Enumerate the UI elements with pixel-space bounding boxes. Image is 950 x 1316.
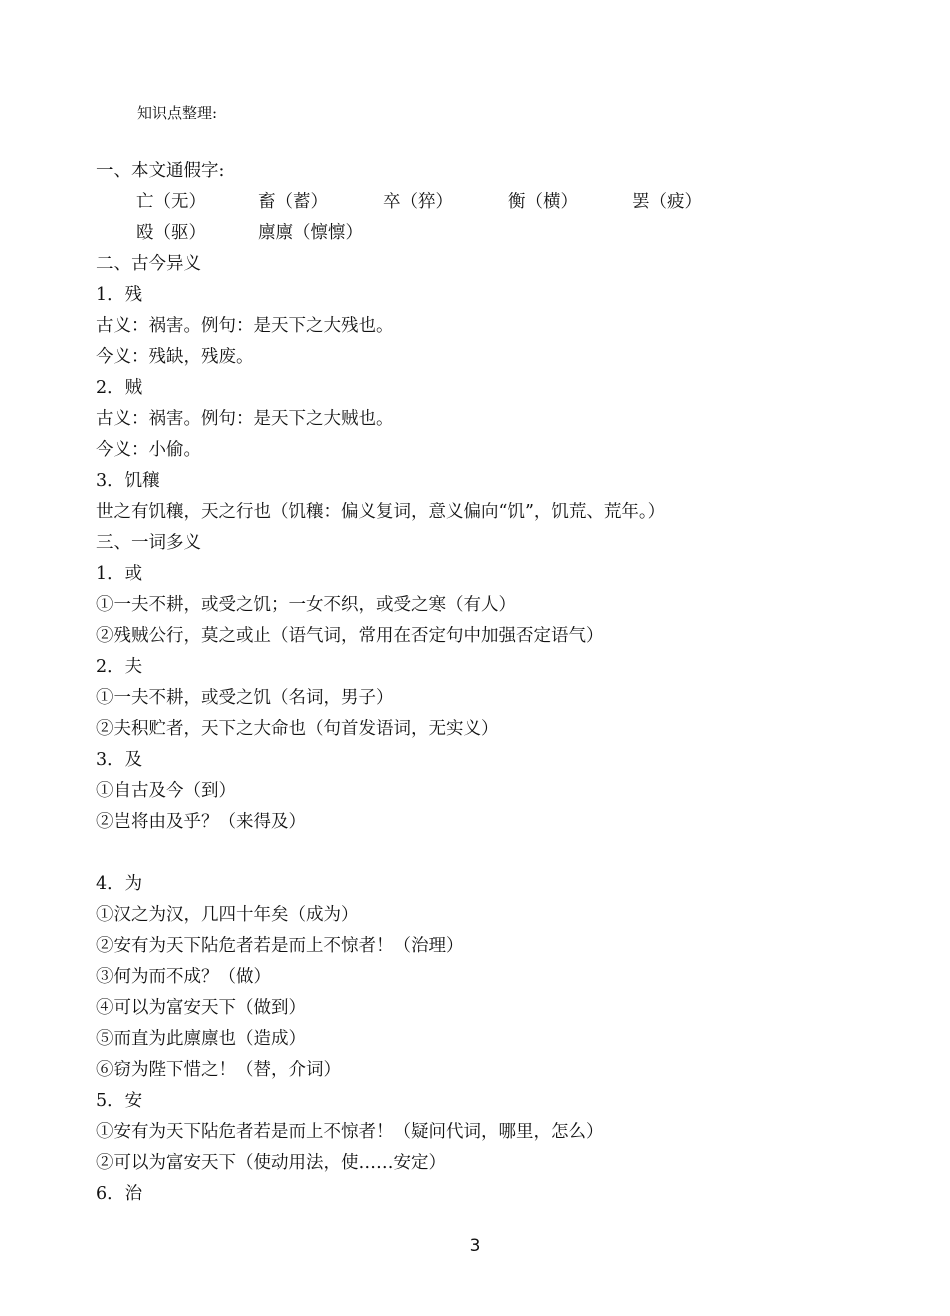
tongjiazi-item: 亡（无） [136, 192, 206, 212]
section-heading-tongjiazi: 一、本文通假字: [96, 161, 225, 181]
text-line: ②安有为天下阽危者若是而上不惊者！（治理） [96, 936, 464, 956]
tongjiazi-item: 殴（驱） [136, 223, 206, 243]
text-line: ③何为而不成？（做） [96, 967, 271, 987]
text-line: 5．安 [96, 1091, 143, 1111]
section-heading-gujinyiyi: 二、古今异义 [96, 254, 201, 274]
text-line: ①安有为天下阽危者若是而上不惊者！（疑问代词，哪里，怎么） [96, 1122, 604, 1142]
text-line: ④可以为富安天下（做到） [96, 998, 306, 1018]
blank-line [96, 838, 896, 869]
text-line: 今义：小偷。 [96, 440, 201, 460]
text-line: ①汉之为汉，几四十年矣（成为） [96, 905, 359, 925]
text-line: 2．贼 [96, 378, 143, 398]
text-line: ②可以为富安天下（使动用法，使……安定） [96, 1153, 446, 1173]
text-line: 4．为 [96, 874, 143, 894]
header-note: 知识点整理: [137, 104, 218, 122]
text-line: 3．及 [96, 750, 143, 770]
text-line: ②岂将由及乎？（来得及） [96, 812, 306, 832]
text-line: 1．或 [96, 564, 143, 584]
text-line: ①一夫不耕，或受之饥；一女不织，或受之寒（有人） [96, 595, 516, 615]
tongjiazi-item: 罢（疲） [632, 192, 702, 212]
tongjiazi-row-2 [96, 218, 896, 249]
text-line: 古义：祸害。例句：是天下之大残也。 [96, 316, 394, 336]
text-line: ①一夫不耕，或受之饥（名词，男子） [96, 688, 394, 708]
text-line: ①自古及今（到） [96, 781, 236, 801]
text-line: 1．残 [96, 285, 143, 305]
content-body [96, 156, 896, 1210]
text-line: 今义：残缺，残废。 [96, 347, 254, 367]
tongjiazi-item: 卒（猝） [383, 192, 453, 212]
text-line: 世之有饥穰，天之行也（饥穰：偏义复词，意义偏向“饥”，饥荒、荒年。） [96, 502, 666, 522]
tongjiazi-item: 廪廪（懔懔） [258, 223, 363, 243]
text-line: ⑥窃为陛下惜之！（替，介词） [96, 1060, 341, 1080]
page-number: 3 [469, 1236, 481, 1256]
tongjiazi-item: 衡（横） [508, 192, 578, 212]
tongjiazi-row-1 [96, 187, 896, 218]
section-heading-yiciduoyi: 三、一词多义 [96, 533, 201, 553]
text-line: ②夫积贮者，天下之大命也（句首发语词，无实义） [96, 719, 499, 739]
text-line: ⑤而直为此廪廪也（造成） [96, 1029, 306, 1049]
tongjiazi-item: 畜（蓄） [258, 192, 328, 212]
text-line: 3．饥穰 [96, 471, 160, 491]
text-line: 2．夫 [96, 657, 143, 677]
text-line: ②残贼公行，莫之或止（语气词，常用在否定句中加强否定语气） [96, 626, 604, 646]
text-line: 古义：祸害。例句：是天下之大贼也。 [96, 409, 394, 429]
text-line: 6．治 [96, 1184, 143, 1204]
